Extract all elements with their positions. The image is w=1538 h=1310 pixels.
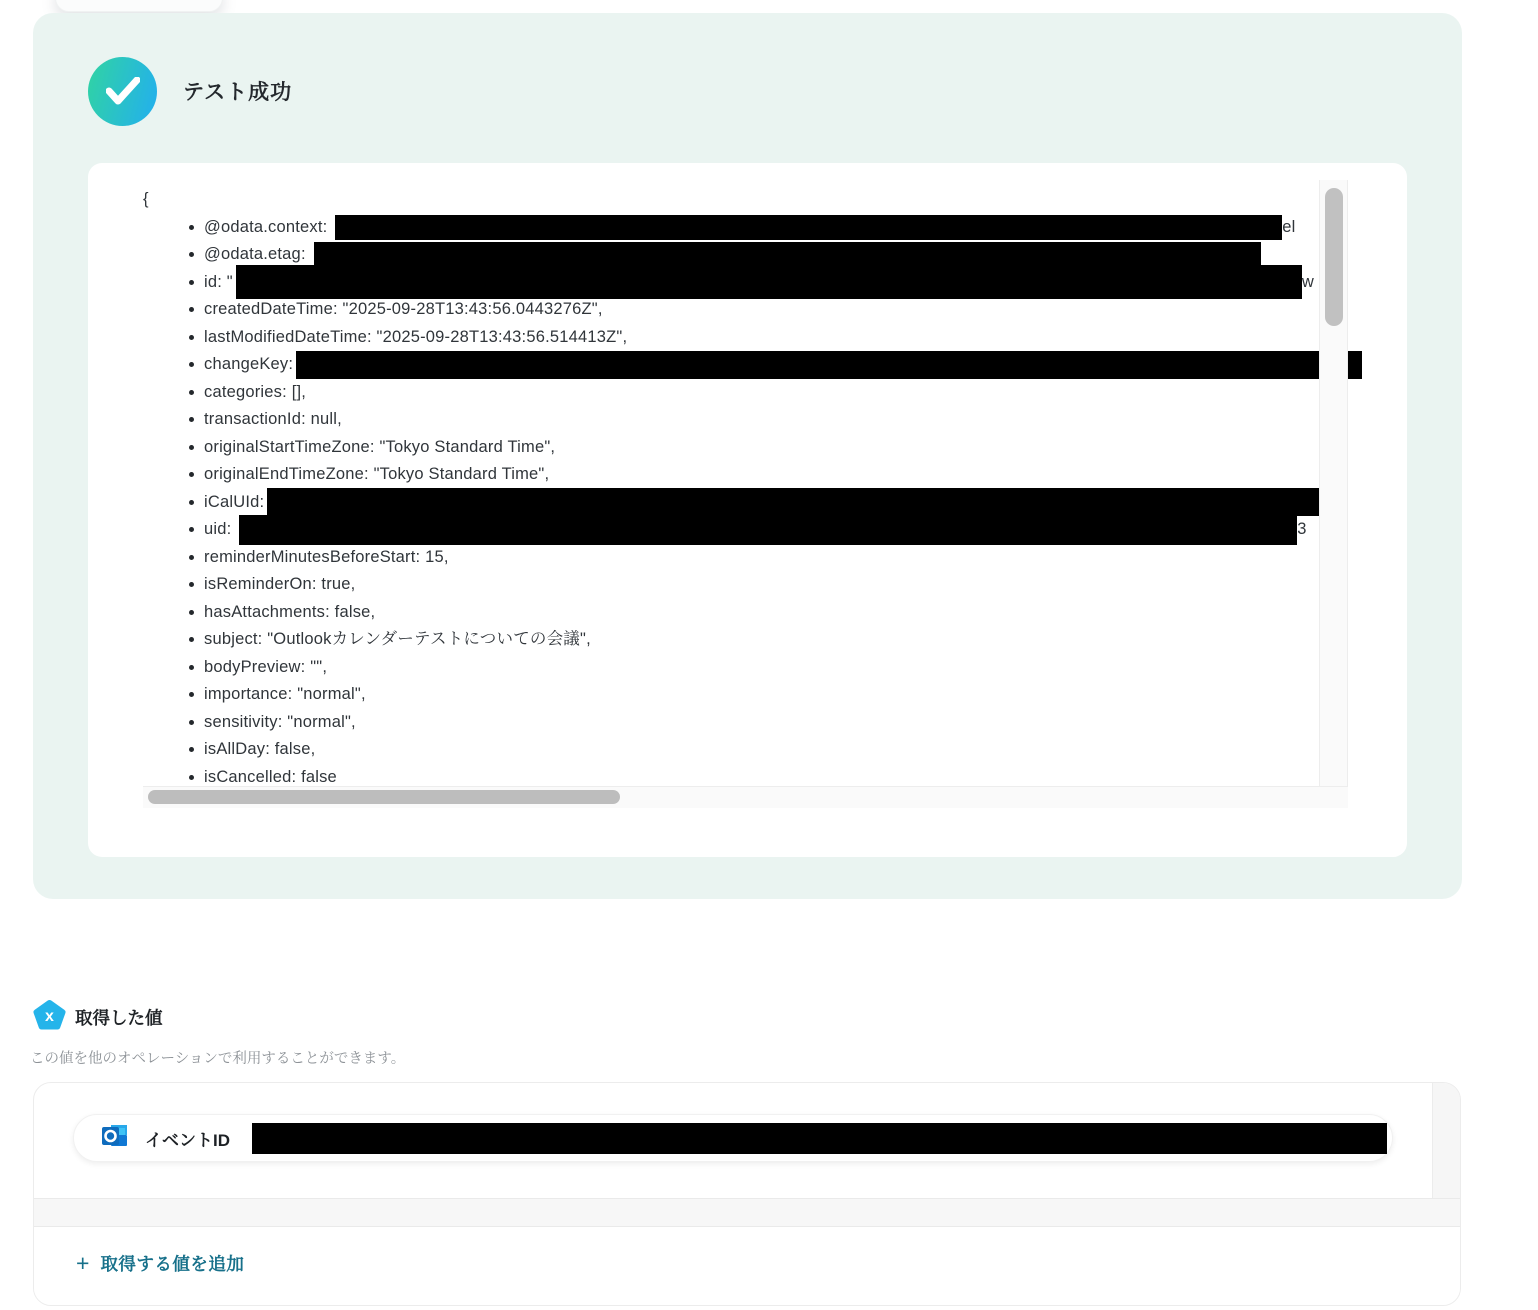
json-line: hasAttachments: false, bbox=[143, 599, 1348, 627]
json-line: lastModifiedDateTime: "2025-09-28T13:43:56.514413Z", bbox=[143, 324, 1348, 352]
test-success-panel bbox=[33, 13, 1462, 899]
horizontal-scrollbar-thumb[interactable] bbox=[148, 790, 620, 804]
redacted-value-bar bbox=[314, 242, 1261, 267]
json-output-list bbox=[143, 214, 1348, 792]
redacted-value-bar bbox=[267, 488, 1330, 516]
retrieved-values-header bbox=[33, 999, 163, 1035]
json-line: isReminderOn: true, bbox=[143, 571, 1348, 599]
outlook-icon bbox=[102, 1124, 128, 1153]
test-success-title: テスト成功 bbox=[183, 81, 293, 104]
json-line: @odata.etag: bbox=[143, 241, 1348, 269]
json-line: iCalUId: bbox=[143, 489, 1348, 517]
retrieved-values-title: 取得した値 bbox=[75, 1007, 163, 1028]
value-label: イベントID bbox=[145, 1130, 230, 1150]
json-line: @odata.context: el bbox=[143, 214, 1348, 242]
vertical-scrollbar-thumb[interactable] bbox=[1325, 188, 1343, 326]
add-value-button[interactable] bbox=[76, 1251, 244, 1276]
retrieved-values-description: この値を他のオペレーションで利用することができます。 bbox=[30, 1051, 406, 1067]
redacted-value-bar bbox=[252, 1123, 1387, 1154]
json-line: transactionId: null, bbox=[143, 406, 1348, 434]
json-content bbox=[143, 180, 1348, 791]
pentagon-x-icon bbox=[33, 999, 66, 1035]
vertical-scrollbar-track[interactable] bbox=[1319, 180, 1348, 786]
redacted-value-bar bbox=[239, 515, 1297, 545]
json-line: sensitivity: "normal", bbox=[143, 709, 1348, 737]
json-line: subject: "Outlookカレンダーテストについての会議", bbox=[143, 626, 1348, 654]
json-line: originalEndTimeZone: "Tokyo Standard Time", bbox=[143, 461, 1348, 489]
json-line: changeKey: bbox=[143, 351, 1348, 379]
retrieved-values-card bbox=[33, 1082, 1461, 1306]
json-open-brace: { bbox=[143, 190, 149, 208]
retrieved-value-row[interactable] bbox=[73, 1114, 1393, 1162]
json-line: categories: [], bbox=[143, 379, 1348, 407]
add-value-label: 取得する値を追加 bbox=[100, 1254, 245, 1274]
json-line: reminderMinutesBeforeStart: 15, bbox=[143, 544, 1348, 572]
success-check-icon bbox=[88, 57, 157, 126]
json-line: isCancelled: false bbox=[143, 764, 1348, 792]
json-line: originalStartTimeZone: "Tokyo Standard Time", bbox=[143, 434, 1348, 462]
cropped-top-element bbox=[55, 0, 223, 12]
json-output-card bbox=[88, 163, 1407, 857]
values-horizontal-scrollbar-track bbox=[34, 1198, 1460, 1227]
json-scroll-area[interactable] bbox=[143, 180, 1348, 808]
values-scrollbar-gutter bbox=[1432, 1083, 1460, 1198]
json-line: bodyPreview: "", bbox=[143, 654, 1348, 682]
retrieved-values-footer bbox=[34, 1227, 1460, 1305]
json-line: uid: 3 bbox=[143, 516, 1348, 544]
redacted-value-bar bbox=[296, 351, 1362, 379]
test-success-header bbox=[88, 56, 292, 126]
plus-icon: + bbox=[76, 1250, 90, 1276]
json-line: id: " w bbox=[143, 269, 1348, 297]
horizontal-scrollbar-track[interactable] bbox=[143, 786, 1348, 808]
redacted-value-bar bbox=[236, 265, 1302, 299]
json-line: createdDateTime: "2025-09-28T13:43:56.0443276Z", bbox=[143, 296, 1348, 324]
json-line: isAllDay: false, bbox=[143, 736, 1348, 764]
redacted-value-bar bbox=[335, 215, 1282, 240]
svg-text:x: x bbox=[45, 1008, 54, 1025]
json-line: importance: "normal", bbox=[143, 681, 1348, 709]
